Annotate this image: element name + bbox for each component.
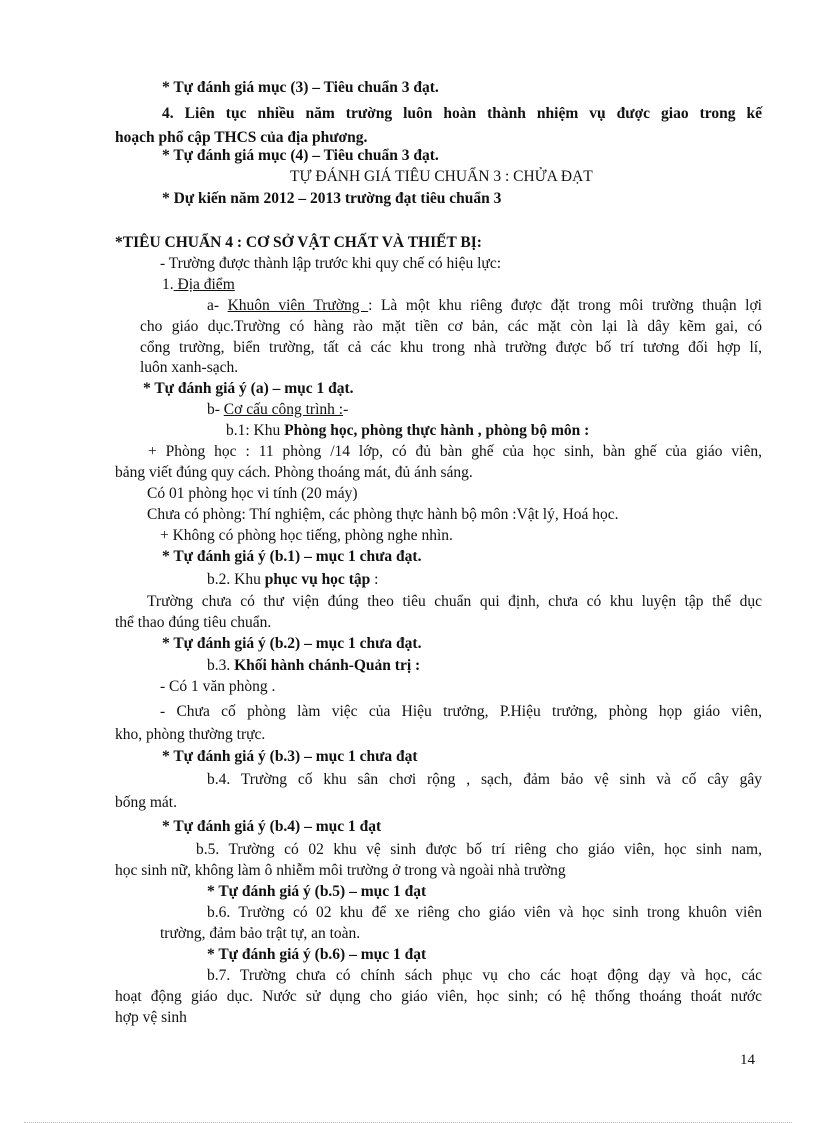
text-segment: hoạch phổ cập THCS của địa phương. <box>115 129 368 146</box>
text-line <box>115 861 566 881</box>
text-line <box>207 656 420 676</box>
text-segment: b.6. Trường có 02 khu để xe riêng cho giáo viên và học sinh trong khuôn viên <box>207 904 762 921</box>
text-line <box>140 358 238 378</box>
text-line <box>115 128 367 148</box>
text-line <box>115 463 473 483</box>
text-segment: bống mát. <box>115 794 177 811</box>
text-segment: bảng viết đúng quy cách. Phòng thoáng mát, đủ ánh sáng. <box>115 464 473 481</box>
text-segment: * Tự đánh giá ý (b.1) – mục 1 chưa đạt. <box>162 548 422 565</box>
text-line <box>207 770 762 790</box>
text-segment: * Tự đánh giá ý (b.3) – mục 1 chưa đạt <box>162 748 418 765</box>
text-line <box>162 747 418 767</box>
text-line <box>196 840 762 860</box>
text-segment: - <box>343 401 349 418</box>
text-segment: Chưa có phòng: Thí nghiệm, các phòng thực hành bộ môn :Vật lý, Hoá học. <box>147 506 619 523</box>
text-segment: - Chưa cố phòng làm việc của Hiệu trưởng, P.Hiệu trưởng, phòng họp giáo viên, <box>160 703 762 720</box>
text-segment: hợp vệ sinh <box>115 1009 187 1026</box>
text-segment: Cơ cấu công trình : <box>223 401 344 418</box>
text-segment: phục vụ học tập <box>264 571 371 588</box>
text-line <box>160 677 275 697</box>
text-segment: b- <box>207 401 224 418</box>
text-segment: * Dự kiến năm 2012 – 2013 trường đạt tiêu chuẩn 3 <box>162 190 502 207</box>
text-line <box>226 421 589 441</box>
text-line <box>147 484 358 504</box>
text-segment: Có 01 phòng học vi tính (20 máy) <box>147 485 358 502</box>
text-line <box>115 613 271 633</box>
page-number: 14 <box>740 1052 755 1068</box>
text-segment: b.4. Trường cố khu sân chơi rộng , sạch, đảm bảo vệ sinh và cố cây gây <box>207 771 762 788</box>
text-line <box>162 275 235 295</box>
text-line <box>162 104 762 124</box>
text-line <box>207 400 348 420</box>
text-segment: kho, phòng thường trực. <box>115 726 266 743</box>
text-segment: b.5. Trường có 02 khu vệ sinh được bố trí riêng cho giáo viên, học sinh nam, <box>196 841 762 858</box>
text-line <box>147 505 619 525</box>
text-segment: *TIÊU CHUẨN 4 : CƠ SỞ VẬT CHẤT VÀ THIẾT BỊ: <box>115 234 482 251</box>
text-line <box>162 547 421 567</box>
text-segment: cổng trường, biển trường, tất cả các khu trong nhà trường được bố trí tương đối hợp lí, <box>140 339 762 356</box>
text-segment: TỰ ĐÁNH GIÁ TIÊU CHUẨN 3 : CHỬA ĐẠT <box>290 168 593 185</box>
text-segment: 1. <box>162 276 174 293</box>
text-line <box>160 924 360 944</box>
text-segment: + Không có phòng học tiếng, phòng nghe nhìn. <box>160 527 453 544</box>
text-line <box>115 725 265 745</box>
text-line <box>207 945 426 965</box>
text-line <box>148 442 762 462</box>
text-segment: + Phòng học : 11 phòng /14 lớp, có đủ bàn ghế của học sinh, bàn ghế của giáo viên, <box>148 443 762 460</box>
text-segment: * Tự đánh giá ý (b.6) – mục 1 đạt <box>207 946 427 963</box>
text-line <box>162 146 439 166</box>
text-line <box>140 317 762 337</box>
text-segment: thể thao đúng tiêu chuẩn. <box>115 614 272 631</box>
text-line <box>115 1008 187 1028</box>
text-segment: Địa điểm <box>173 276 235 293</box>
text-segment: * Tự đánh giá ý (b.2) – mục 1 chưa đạt. <box>162 635 422 652</box>
text-segment: hoạt động giáo dục. Nước sử dụng cho giáo viên, học sinh; có hệ thống thoáng thoát nước <box>115 988 762 1005</box>
text-line <box>143 379 354 399</box>
text-line <box>207 966 762 986</box>
text-segment: trường, đảm bảo trật tự, an toàn. <box>160 925 361 942</box>
text-line <box>140 338 762 358</box>
text-segment: * Tự đánh giá mục (4) – Tiêu chuẩn 3 đạt. <box>162 147 439 164</box>
text-line <box>162 78 439 98</box>
text-line <box>115 987 762 1007</box>
text-segment: * Tự đánh giá mục (3) – Tiêu chuẩn 3 đạt. <box>162 79 439 96</box>
text-line <box>162 634 421 654</box>
text-segment: a- <box>207 297 228 314</box>
text-segment: - Trường được thành lập trước khi quy chế có hiệu lực: <box>160 255 502 272</box>
text-segment: : Là một khu riêng được đặt trong môi trường thuận lợi <box>368 297 762 314</box>
text-segment: Khuôn viên Trường <box>227 297 369 314</box>
text-segment: cho giáo dục.Trường có hàng rào mặt tiền cơ bản, các mặt còn lại là dây kẽm gai, có <box>140 318 762 335</box>
text-line <box>147 592 762 612</box>
text-segment: Trường chưa có thư viện đúng theo tiêu chuẩn qui định, chưa có khu luyện tập thể dục <box>147 593 762 610</box>
text-segment: * Tự đánh giá ý (b.5) – mục 1 đạt <box>207 883 427 900</box>
text-segment: Phòng học, phòng thực hành , phòng bộ môn : <box>284 422 590 439</box>
text-segment: học sinh nữ, không làm ô nhiễm môi trường ở trong và ngoài nhà trường <box>115 862 566 879</box>
text-line <box>160 526 453 546</box>
text-line <box>162 189 501 209</box>
text-line <box>290 167 593 187</box>
text-line <box>160 702 762 722</box>
text-line <box>207 903 762 923</box>
text-line <box>160 254 501 274</box>
text-line <box>207 296 762 316</box>
text-line <box>115 233 482 253</box>
text-segment: : <box>370 571 379 588</box>
text-segment: * Tự đánh giá ý (b.4) – mục 1 đạt <box>162 818 382 835</box>
text-segment: b.1: Khu <box>226 422 285 439</box>
text-segment: b.3. <box>207 657 235 674</box>
text-segment: 4. Liên tục nhiều năm trường luôn hoàn thành nhiệm vụ được giao trong kế <box>162 105 762 122</box>
text-segment: b.2. Khu <box>207 571 265 588</box>
text-segment: * Tự đánh giá ý (a) – mục 1 đạt. <box>143 380 354 397</box>
text-line <box>207 882 426 902</box>
text-line <box>162 817 381 837</box>
text-segment: b.7. Trường chưa có chính sách phục vụ cho các hoạt động dạy và học, các <box>207 967 762 984</box>
text-line <box>115 793 177 813</box>
text-line <box>207 570 378 590</box>
text-segment: luôn xanh-sạch. <box>140 359 239 376</box>
text-segment: - Có 1 văn phòng . <box>160 678 276 695</box>
text-segment: Khối hành chánh-Quản trị : <box>234 657 421 674</box>
